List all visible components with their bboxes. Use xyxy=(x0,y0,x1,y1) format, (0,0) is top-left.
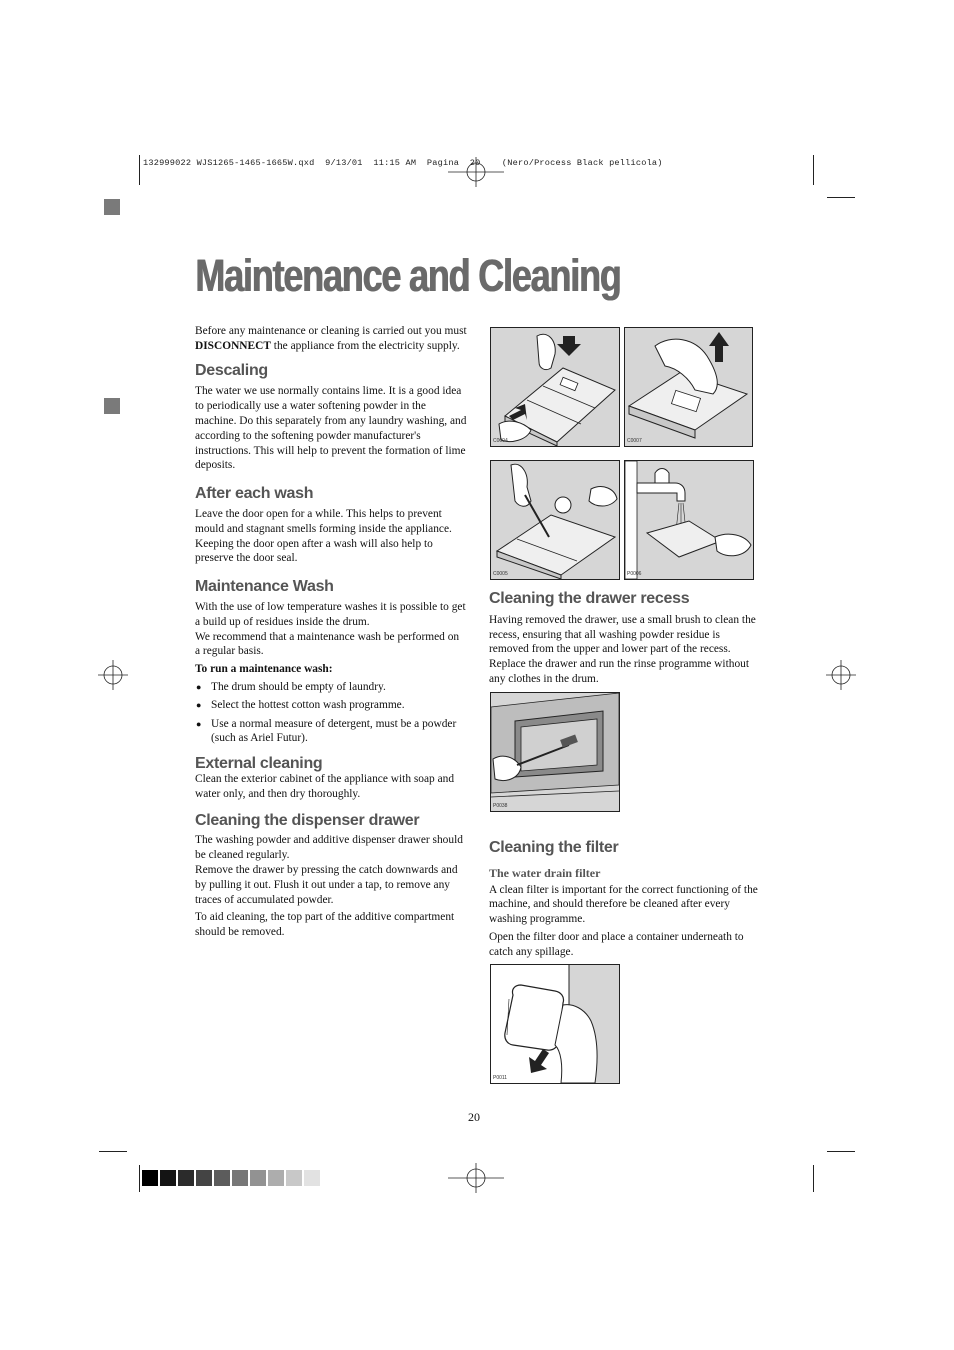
filter-subheading: The water drain filter xyxy=(489,865,601,880)
left-column xyxy=(195,324,467,940)
figure-code: P0011 xyxy=(493,1075,508,1081)
figure-code: P0006 xyxy=(627,571,642,577)
maintenance-wash-text-2: We recommend that a maintenance wash be performed on a regular basis. xyxy=(195,630,460,658)
crop-mark xyxy=(139,1165,140,1192)
filter-text-1: A clean filter is important for the correct functioning of the machine, and should therefore be cleaned after every washing programme. xyxy=(489,883,758,926)
list-item: ● Use a normal measure of detergent, must be a powder (such as Ariel Futur). xyxy=(195,717,467,747)
registration-mark-right xyxy=(826,660,856,690)
drawer-catch-drawing xyxy=(491,328,619,446)
crop-mark xyxy=(827,197,855,198)
calibration-swatch xyxy=(250,1170,266,1186)
crop-mark xyxy=(813,1165,814,1192)
printer-slug: 132999022 WJS1265-1465-1665W.qxd 9/13/01 11:15 AM Pagina 20 (Nero/Process Black pellicola) xyxy=(143,158,663,168)
filter-heading: Cleaning the filter xyxy=(489,839,619,856)
filter-section xyxy=(489,841,761,960)
drawer-lift-drawing xyxy=(625,328,752,446)
drawer-recess-heading: Cleaning the drawer recess xyxy=(489,590,690,607)
drawer-recess-section xyxy=(489,592,761,687)
dispenser-drawer-heading: Cleaning the dispenser drawer xyxy=(195,811,420,829)
maintenance-wash-subheading: To run a maintenance wash: xyxy=(195,663,333,676)
external-cleaning-heading: External cleaning xyxy=(195,755,323,773)
dispenser-drawer-text-1: The washing powder and additive dispenser drawer should be cleaned regularly. xyxy=(195,834,463,862)
maintenance-wash-text-1: With the use of low temperature washes it is possible to get a build up of residues inside the drum. xyxy=(195,600,466,628)
section-tab-marker xyxy=(104,199,120,215)
crop-mark xyxy=(827,1151,855,1152)
calibration-swatch xyxy=(142,1170,158,1186)
calibration-swatch xyxy=(268,1170,284,1186)
after-each-wash-text: Leave the door open for a while. This helps to prevent mould and stagnant smells forming inside the appliance. Keeping the door open after a wash will also help to preserve the door seal. xyxy=(195,507,452,565)
maintenance-wash-list xyxy=(195,680,467,746)
calibration-swatch xyxy=(286,1170,302,1186)
intro-paragraph: Before any maintenance or cleaning is carried out you must DISCONNECT the appliance from the electricity supply. xyxy=(195,325,467,352)
crop-mark xyxy=(99,1151,127,1152)
drawer-tap-drawing xyxy=(625,461,753,579)
calibration-swatch xyxy=(214,1170,230,1186)
calibration-swatch xyxy=(178,1170,194,1186)
calibration-swatch xyxy=(196,1170,212,1186)
registration-mark-bottom xyxy=(448,1163,504,1193)
illustration-drawer-brush xyxy=(490,460,620,580)
recess-brush-drawing xyxy=(491,693,619,811)
calibration-swatch xyxy=(160,1170,176,1186)
descaling-heading: Descaling xyxy=(195,361,268,379)
external-cleaning-text: Clean the exterior cabinet of the appliance with soap and water only, and then dry thoroughly. xyxy=(195,772,455,800)
crop-mark xyxy=(139,155,140,185)
page-number: 20 xyxy=(468,1110,480,1124)
illustration-filter-door xyxy=(490,964,620,1084)
illustration-drawer-lift xyxy=(624,327,753,447)
list-item: ● The drum should be empty of laundry. xyxy=(195,680,467,695)
section-tab-marker xyxy=(104,398,120,414)
figure-code: C0005 xyxy=(493,571,508,577)
figure-code: C0004 xyxy=(493,438,508,444)
registration-mark-left xyxy=(98,660,128,690)
illustration-drawer-tap xyxy=(624,460,754,580)
calibration-swatch xyxy=(232,1170,248,1186)
filter-door-drawing xyxy=(491,965,619,1083)
figure-code: C0007 xyxy=(627,438,642,444)
drawer-brush-drawing xyxy=(491,461,619,579)
disconnect-emphasis: DISCONNECT xyxy=(195,339,271,352)
registration-mark-top xyxy=(448,157,504,187)
descaling-text: The water we use normally contains lime. It is a good idea to periodically use a water softening powder in the machine. Do this separately from any laundry washing, and according to the softening powder manufacturer's instructions. This will help to prevent the formation of lime deposits. xyxy=(195,385,467,472)
page-title: Maintenance and Cleaning xyxy=(195,250,621,301)
dispenser-drawer-text-3: To aid cleaning, the top part of the additive compartment should be removed. xyxy=(195,911,455,939)
illustration-drawer-catch xyxy=(490,327,620,447)
maintenance-wash-heading: Maintenance Wash xyxy=(195,578,334,596)
dispenser-drawer-text-2: Remove the drawer by pressing the catch downwards and by pulling it out. Flush it out under a tap, to remove any traces of accumulated powder. xyxy=(195,863,458,906)
list-item: ● Select the hottest cotton wash programme. xyxy=(195,698,467,713)
filter-text-2: Open the filter door and place a container underneath to catch any spillage. xyxy=(489,930,744,958)
crop-mark xyxy=(813,155,814,185)
after-each-wash-heading: After each wash xyxy=(195,485,314,503)
illustration-recess-brush xyxy=(490,692,620,812)
calibration-swatch xyxy=(304,1170,320,1186)
figure-code: P0038 xyxy=(493,803,508,809)
drawer-recess-text: Having removed the drawer, use a small brush to clean the recess, ensuring that all washing powder residue is removed from the upper and lower part of the recess. Replace the drawer and run the rinse programme without any clothes in the drum. xyxy=(489,613,756,685)
